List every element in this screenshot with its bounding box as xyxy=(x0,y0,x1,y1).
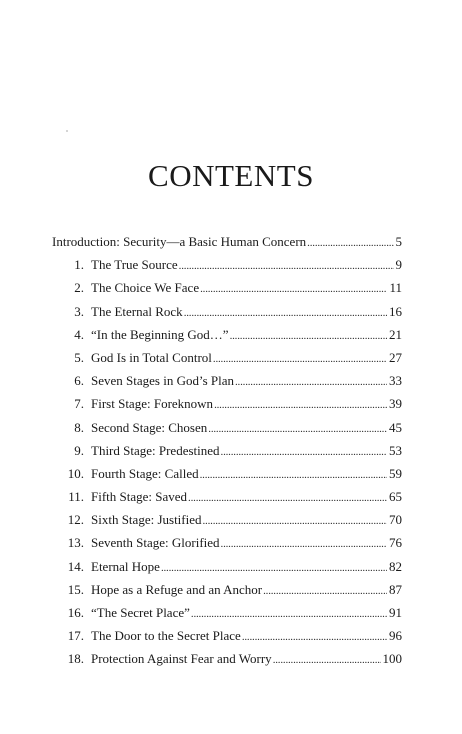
toc-entry-title: First Stage: Foreknown xyxy=(91,396,214,412)
toc-entry-14 xyxy=(52,555,402,578)
toc-entry-number: 13. xyxy=(67,535,84,551)
toc-entry-page: 91 xyxy=(389,605,402,620)
toc-entry-number: 1. xyxy=(74,257,84,273)
toc-entry-title: “The Secret Place” xyxy=(91,605,190,620)
dot-leader xyxy=(184,302,387,325)
dot-leader xyxy=(203,510,388,533)
toc-entry-page: 21 xyxy=(389,326,402,342)
toc-entry-number: 6. xyxy=(74,373,84,389)
toc-entry-number: 16. xyxy=(67,605,84,620)
toc-entry-8 xyxy=(52,416,402,439)
toc-entry-title: Seven Stages in God’s Plan xyxy=(91,373,234,389)
toc-entry-page: 5 xyxy=(395,234,402,249)
dot-leader xyxy=(213,348,387,371)
toc-entry-9 xyxy=(52,439,402,462)
toc-entry-page: 39 xyxy=(389,396,402,412)
toc-entry-4 xyxy=(52,323,402,346)
toc-entry-page: 33 xyxy=(389,373,402,389)
toc-entry-page: 16 xyxy=(389,303,402,319)
page-title: CONTENTS xyxy=(148,158,314,193)
toc-entry-page: 100 xyxy=(382,651,402,667)
toc-entry-title: “In the Beginning God…” xyxy=(91,326,229,342)
dot-leader xyxy=(200,278,387,301)
dot-leader xyxy=(230,325,387,348)
toc-entry-title: God Is in Total Control xyxy=(91,349,212,365)
toc-entry-number: 9. xyxy=(74,442,84,458)
toc-entry-number: 15. xyxy=(67,581,84,597)
dot-leader xyxy=(235,371,387,394)
toc-entry-page: 45 xyxy=(389,419,402,435)
dot-leader xyxy=(191,603,387,626)
toc-entry-11 xyxy=(52,485,402,508)
toc-entry-16 xyxy=(52,601,402,624)
toc-entry-13 xyxy=(52,531,402,554)
toc-entry-number: 5. xyxy=(74,349,84,365)
toc-entry-17 xyxy=(52,624,402,647)
table-of-contents xyxy=(52,230,402,671)
toc-entry-number: 17. xyxy=(67,628,84,644)
toc-entry-12 xyxy=(52,508,402,531)
toc-entry-number: 14. xyxy=(67,558,84,574)
dot-leader xyxy=(200,464,387,487)
toc-entry-title: Protection Against Fear and Worry xyxy=(91,651,272,667)
toc-entry-title: Introduction: Security—a Basic Human Concern xyxy=(52,234,307,249)
dot-leader xyxy=(263,580,387,603)
toc-entry-title: Eternal Hope xyxy=(91,558,160,574)
toc-entry-number: 8. xyxy=(74,419,84,435)
toc-entry-number: 7. xyxy=(74,396,84,412)
toc-entry-page: 76 xyxy=(389,535,402,551)
dot-leader xyxy=(273,649,381,672)
toc-entry-number: 3. xyxy=(74,303,84,319)
dot-leader xyxy=(221,441,387,464)
toc-entry-title: Fourth Stage: Called xyxy=(91,465,199,481)
toc-entry-number: 11. xyxy=(68,489,84,505)
toc-entry-number: 12. xyxy=(67,512,84,528)
toc-entry-title: Third Stage: Predestined xyxy=(91,442,220,458)
dot-leader xyxy=(221,533,387,556)
toc-entry-number: 4. xyxy=(74,326,84,342)
toc-entry-title: Seventh Stage: Glorified xyxy=(91,535,220,551)
dot-leader xyxy=(242,626,387,649)
toc-entry-18 xyxy=(52,647,402,670)
toc-entry-number: 2. xyxy=(74,280,84,296)
toc-entry-introduction xyxy=(52,230,402,253)
toc-entry-title: Second Stage: Chosen xyxy=(91,419,208,435)
toc-entry-10 xyxy=(52,462,402,485)
toc-entry-number: 10. xyxy=(67,465,84,481)
toc-entry-number: 18. xyxy=(67,651,84,667)
dot-leader xyxy=(208,418,387,441)
toc-entry-title: The Choice We Face xyxy=(91,280,200,296)
dot-leader xyxy=(188,487,387,510)
toc-entry-page: 82 xyxy=(389,558,402,574)
toc-entry-page: 59 xyxy=(389,465,402,481)
toc-entry-title: The True Source xyxy=(91,257,178,273)
toc-entry-page: 53 xyxy=(389,442,402,458)
toc-entry-3 xyxy=(52,300,402,323)
toc-entry-page: 87 xyxy=(389,581,402,597)
dot-leader xyxy=(214,394,387,417)
dot-leader xyxy=(179,255,394,278)
toc-entry-title: The Eternal Rock xyxy=(91,303,183,319)
toc-entry-page: 96 xyxy=(389,628,402,644)
toc-entry-title: Hope as a Refuge and an Anchor xyxy=(91,581,263,597)
toc-entry-2 xyxy=(52,276,402,299)
toc-entry-title: Fifth Stage: Saved xyxy=(91,489,188,505)
paper-speck xyxy=(66,130,68,132)
toc-entry-15 xyxy=(52,578,402,601)
dot-leader xyxy=(307,232,393,255)
toc-entry-title: Sixth Stage: Justified xyxy=(91,512,202,528)
toc-entry-7 xyxy=(52,392,402,415)
toc-entry-5 xyxy=(52,346,402,369)
dot-leader xyxy=(161,557,387,580)
toc-entry-page: 65 xyxy=(389,489,402,505)
toc-entry-page: 27 xyxy=(389,349,402,365)
toc-entry-page: 9 xyxy=(395,257,402,273)
toc-entry-page: 70 xyxy=(389,512,402,528)
toc-entry-title: The Door to the Secret Place xyxy=(91,628,241,644)
toc-entry-page: 11 xyxy=(389,280,402,296)
toc-entry-1 xyxy=(52,253,402,276)
toc-entry-6 xyxy=(52,369,402,392)
